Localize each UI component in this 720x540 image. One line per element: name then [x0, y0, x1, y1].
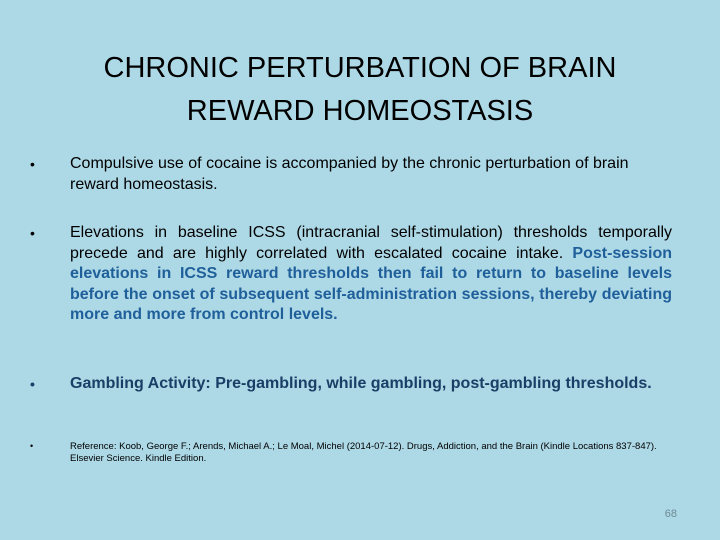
page-number: 68 — [664, 508, 677, 520]
slide-title-line-1: CHRONIC PERTURBATION OF BRAIN — [103, 52, 617, 85]
bullet-text: Gambling Activity: Pre-gambling, while gambling, post-gambling thresholds. — [70, 375, 652, 392]
reference-text: Reference: Koob, George F.; Arends, Michael A.; Le Moal, Michel (2014-07-12). Drugs, Addiction, and the Brain (Kindle Locations 837-847). Elsevier Science. Kindle Edition. — [70, 441, 657, 464]
bullet-compulsive-use — [30, 154, 672, 195]
slide-title-line-2: REWARD HOMEOSTASIS — [186, 95, 534, 128]
bullet-marker: • — [30, 376, 35, 392]
bullet-text: Elevations in baseline ICSS (intracranial self-stimulation) thresholds temporally precede and are highly correlated with escalated cocaine intake. — [70, 224, 672, 262]
bullet-highlight-text: Post-session elevations in ICSS reward thresholds then fail to return to baseline levels before the onset of subsequent self-administration sessions, thereby deviating more and more from control levels. — [70, 244, 672, 323]
bullet-marker: • — [30, 441, 34, 451]
slide-title — [40, 47, 680, 133]
bullet-text: Compulsive use of cocaine is accompanied by the chronic perturbation of brain reward homeostasis. — [70, 155, 629, 193]
bullet-gambling-activity — [30, 374, 672, 395]
bullet-reference — [30, 441, 670, 464]
bullet-marker: • — [30, 225, 35, 241]
bullet-icss-elevations — [30, 223, 672, 326]
bullet-marker: • — [30, 156, 35, 172]
